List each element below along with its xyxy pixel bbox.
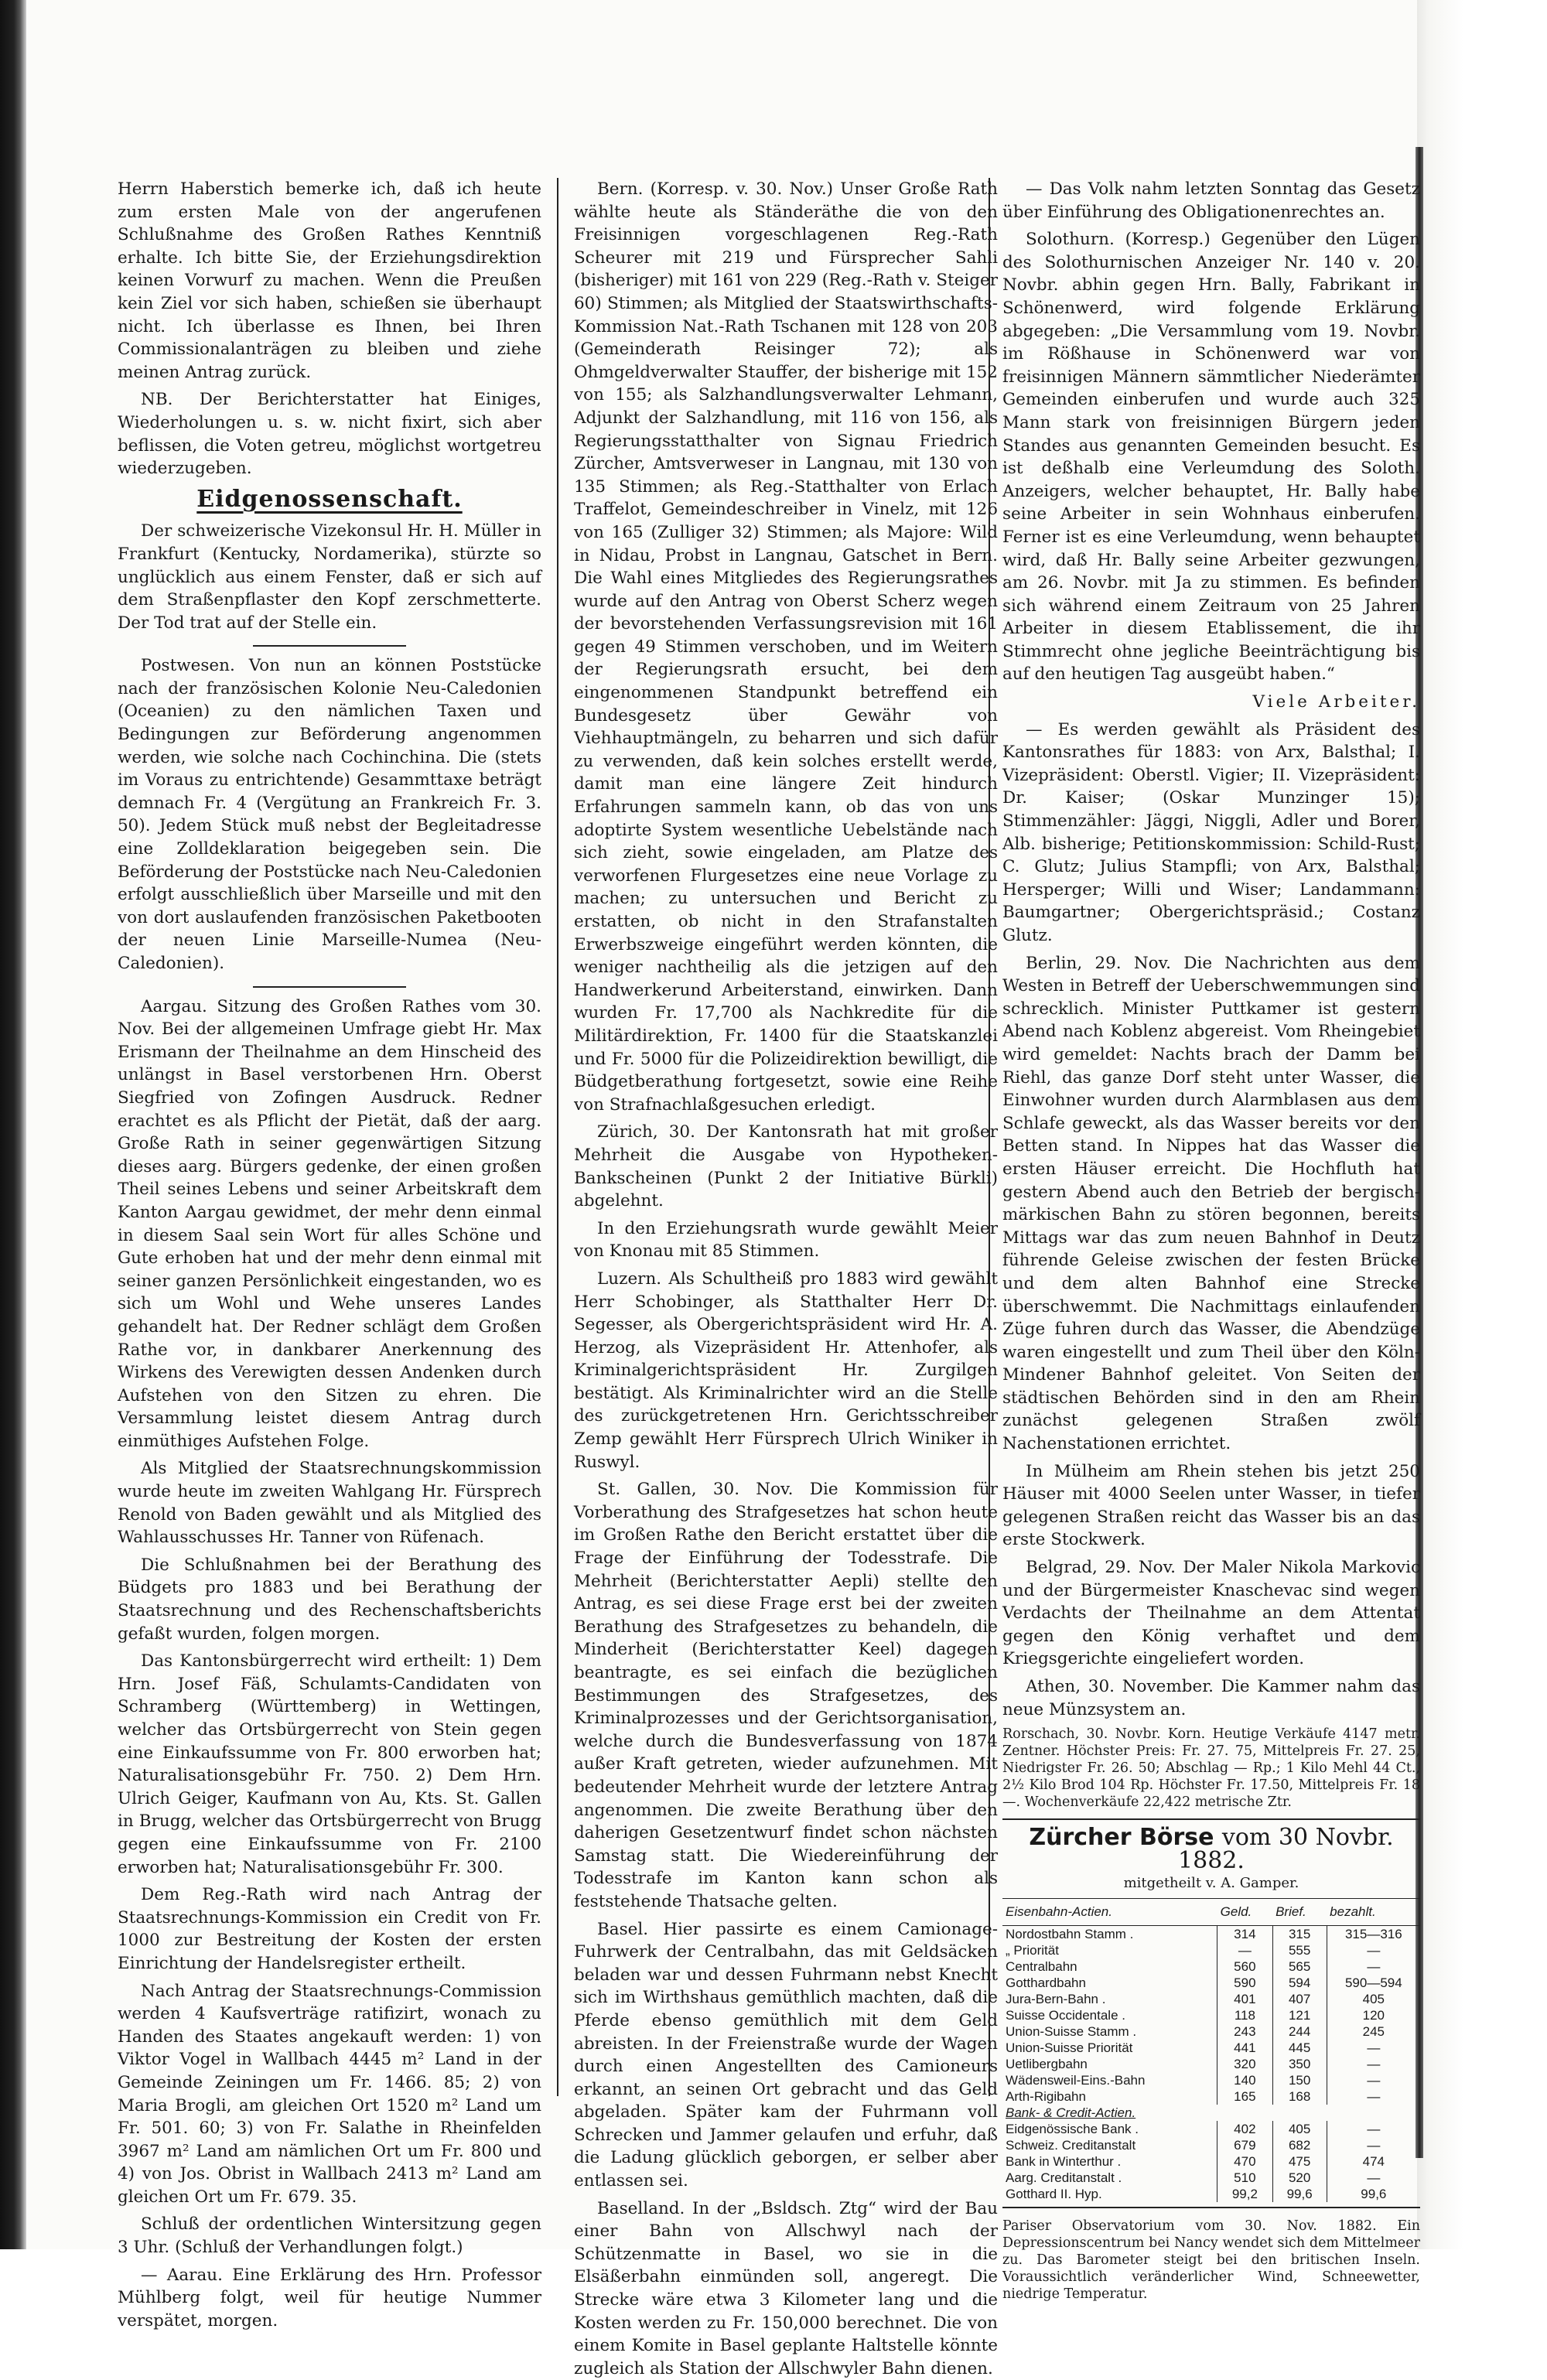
paragraph-st-gallen: St. Gallen, 30. Nov. Die Kommission für Vorberathung des Strafgesetzes hat schon heute im Großen Rathe den Bericht erstattet über die Frage der Einführung der Todesstrafe. Die Mehrheit (Berichterstatter Aepli) stellte den Antrag, es sei diese Frage erst bei der zweiten Berathung des Strafgesetzes zu behandeln, die Minderheit (Berichterstatter Keel) dagegen beantragte, es sei einfach die bezüglichen Bestimmungen des Strafgesetzes, des Kriminalprozesses und der Gerichtsorganisation, welche durch die Bundesverfassung von 1874 außer Kraft getreten, wieder aufzunehmen. Mit bedeutender Mehrheit wurde der letztere Antrag angenommen. Die zweite Berathung über den daherigen Gesetzentwurf findet schon nächsten Samstag statt. Die Wiedereinführung der Todesstrafe im Kanton kann schon als feststehende Thatsache gelten. (574, 1480, 998, 1911)
paragraph-mueller: Der schweizerische Vizekonsul Hr. H. Müller in Frankfurt (Kentucky, Nordamerika), stürzte so unglücklich aus einem Fenster, daß er sich auf dem Straßenpflaster den Kopf zerschmetterte. Der Tod trat auf der Stelle ein. (118, 521, 541, 633)
header-name: Eisenbahn-Actien. (1002, 1898, 1217, 1925)
cell-name: Uetlibergbahn (1006, 2056, 1088, 2071)
cell-bezahlt: 315—316 (1327, 1925, 1420, 1942)
cell-brief: 682 (1272, 2137, 1327, 2153)
cell-geld: 401 (1217, 1991, 1272, 2007)
paragraph-nb: NB. Der Berichterstatter hat Einiges, Wiederholungen u. s. w. nicht fixirt, sich aber beflissen, die Voten getreu, möglichst wortgetreu wiederzugeben. (118, 390, 541, 479)
table-row (1002, 1925, 1420, 1942)
group-label-bank: Bank- & Credit-Actien. (1006, 2105, 1136, 2120)
table-row (1002, 2153, 1420, 2170)
table-row (1002, 2040, 1420, 2056)
borse-title: Zürcher Börse (1029, 1824, 1214, 1852)
cell-brief: 565 (1272, 1958, 1327, 1975)
cell-bezahlt: — (1327, 2121, 1420, 2137)
cell-name: „ Priorität (1006, 1942, 1059, 1958)
stock-table (1002, 1898, 1420, 2202)
cell-brief: 150 (1272, 2072, 1327, 2088)
newspaper-page (34, 131, 1420, 2378)
cell-brief: 121 (1272, 2007, 1327, 2023)
cell-name: Eidgenössische Bank . (1006, 2121, 1139, 2136)
cell-geld: 470 (1217, 2153, 1272, 2170)
table-row (1002, 2137, 1420, 2153)
cell-name: Union-Suisse Stamm . (1006, 2023, 1137, 2039)
cell-brief: 405 (1272, 2121, 1327, 2137)
cell-bezahlt: — (1327, 2040, 1420, 2056)
header-bezahlt: bezahlt. (1327, 1898, 1420, 1925)
cell-geld: 402 (1217, 2121, 1272, 2137)
cell-brief: 99,6 (1272, 2186, 1327, 2202)
cell-bezahlt: — (1327, 2088, 1420, 2105)
cell-bezahlt: 120 (1327, 2007, 1420, 2023)
cell-bezahlt: — (1327, 1958, 1420, 1975)
cell-geld: 118 (1217, 2007, 1272, 2023)
cell-bezahlt: 245 (1327, 2023, 1420, 2040)
stock-exchange-title (1002, 1826, 1420, 1872)
table-row (1002, 1991, 1420, 2007)
paragraph-mitglied: Als Mitglied der Staatsrechnungskommission wurde heute im zweiten Wahlgang Hr. Fürsprech Renold von Baden gewählt und als Mitglied des Wahlausschusses Hr. Tanner von Rüfenach. (118, 1459, 541, 1548)
cell-bezahlt: — (1327, 2072, 1420, 2088)
stock-table-header (1002, 1898, 1420, 1925)
paragraph-schlussnahmen: Die Schlußnahmen bei der Berathung des Büdgets pro 1883 und bei Berathung der Staatsrechnung und des Rechenschaftsberichts gefaßt wurden, folgen morgen. (118, 1555, 541, 1644)
paragraph-regrath: Dem Reg.-Rath wird nach Antrag der Staatsrechnungs-Kommission ein Credit von Fr. 1000 zur Bestreitung der Kosten der ersten Einrichtung der Handelsregister ertheilt. (118, 1885, 541, 1973)
weather-report: Pariser Observatorium vom 30. Nov. 1882. Ein Depressionscentrum bei Nancy wendet sich dem Mittelmeer zu. Das Barometer steigt bei den britischen Inseln. Voraussichtlich veränderlicher Wind, Schneewetter, niedrige Temperatur. (1002, 2218, 1420, 2302)
cell-brief: 594 (1272, 1975, 1327, 1991)
cell-name: Gotthardbahn (1006, 1975, 1086, 1990)
table-row (1002, 1942, 1420, 1958)
cell-name: Union-Suisse Priorität (1006, 2040, 1133, 2055)
cell-bezahlt: 474 (1327, 2153, 1420, 2170)
column-middle (574, 178, 998, 2378)
paragraph-bern: Bern. (Korresp. v. 30. Nov.) Unser Große Rath wählte heute als Ständeräthe die von den Freisinnigen vorgeschlagenen Reg.-Rath Scheurer mit 219 und Fürsprecher Sahli (bisheriger) mit 161 von 229 (Reg.-Rath v. Steiger 60) Stimmen; als Mitglied der Staatswirthschafts-Kommission Nat.-Rath Tschanen mit 128 von 203 (Gemeinderath Reisinger 72); als Ohmgeldverwalter Stauffer, der bisherige mit 152 von 155; als Salzhandlungsverwalter Lehmann, Adjunkt der Salzhandlung, mit 116 von 156, als Regierungsstatthalter von Signau Friedrich Zürcher, Amtsverweser in Langnau, mit 130 von 135 Stimmen; als Reg.-Statthalter von Erlach Traffelot, Gemeindeschreiber in Vinelz, mit 126 von 165 (Zulliger 32) Stimmen; als Majore: Wild in Nidau, Probst in Langnau, Gatschet in Bern. Die Wahl eines Mitgliedes des Regierungsrathes wurde auf den Antrag von Oberst Scherz wegen der bevorstehenden Verfassungsrevision mit 161 gegen 49 Stimmen verschoben, und im Weitern der Regierungsrath ersucht, bei dem eingenommenen Standpunkt betreffend ein Bundesgesetz über Gewähr von Viehhauptmängeln, zu beharren und sich dafür zu verwenden, daß kein solches erstellt werde, damit man eine längere Zeit hindurch Erfahrungen sammeln kann, ob das von uns adoptirte System wesentliche Uebelstände nach sich zieht, sowie eingeladen, am Platze des verworfenen Flurgesetzes eine neue Vorlage zu machen; zu untersuchen und Bericht zu erstatten, ob nicht in den Strafanstalten Erwerbszweige eingeführt werden könnten, die weniger nachtheilig als die jetzigen auf den Handwerkerund Arbeiterstand, einwirken. Dann wurden Fr. 17,700 als Nachkredite für die Militärdirektion, Fr. 1400 für die Staatskanzlei und Fr. 5000 für die Polizeidirektion bewilligt, die Büdgetberathung fortgesetzt, sowie eine Reihe von Strafnachlaßgesuchen erledigt. (574, 179, 998, 1115)
paragraph-zuerich: Zürich, 30. Der Kantonsrath hat mit großer Mehrheit die Ausgabe von Hypotheken-Bankscheinen (Punkt 2 der Initiative Bürkli) abgelehnt. (574, 1122, 998, 1211)
market-report-rorschach: Rorschach, 30. Novbr. Korn. Heutige Verkäufe 4147 metr. Zentner. Höchster Preis: Fr. 27. 75, Mittelpreis Fr. 27. 25, Niedrigster Fr. 26. 50; Abschlag — Rp.; 1 Kilo Mehl 44 Ct., 2½ Kilo Brod 104 Rp. Höchster Fr. 17.50, Mittelpreis Fr. 18 —. Wochenverkäufe 22,422 metrische Ztr. (1002, 1726, 1420, 1811)
paragraph-kantonsbuergerrecht: Das Kantonsbürgerrecht wird ertheilt: 1) Dem Hrn. Josef Fäß, Schulamts-Candidaten von Schramberg (Württemberg) in Wettingen, welcher das Ortsbürgerrecht von Stein gegen eine Einkaufssumme von Fr. 800 erworben hat; Naturalisationsgebühr Fr. 750. 2) Dem Hrn. Ulrich Geiger, Kaufmann von Au, Kts. St. Gallen in Brugg, welcher das Ortsbürgerrecht von Brugg gegen eine Einkaufssumme von Fr. 2100 erworben hat; Naturalisationsgebühr Fr. 300. (118, 1651, 541, 1877)
borse-source: mitgetheilt v. A. Gamper. (1123, 1875, 1299, 1892)
paragraph-luzern: Luzern. Als Schultheiß pro 1883 wird gewählt Herr Schobinger, als Statthalter Herr Dr. Segesser, als Obergerichtspräsident wird Hr. A. Herzog, als Vizepräsident Hr. Attenhofer, als Kriminalgerichtspräsident Hr. Zurgilgen bestätigt. Als Kriminalrichter wird an die Stelle des zurückgetretenen Hrn. Gerichtsschreiber Zemp gewählt Herr Fürsprech Ulrich Winiker in Ruswyl. (574, 1269, 998, 1472)
table-row (1002, 2088, 1420, 2105)
paragraph-berlin: Berlin, 29. Nov. Die Nachrichten aus dem Westen in Betreff der Ueberschwemmungen sind schrecklich. Minister Puttkamer ist gestern Abend nach Koblenz abgereist. Vom Rheingebiet wird gemeldet: Nachts brach der Damm bei Riehl, das ganze Dorf steht unter Wasser, die Einwohner wurden durch Alarmblasen aus dem Schlafe geweckt, als das Wasser bereits vor den Betten stand. In Nippes hat das Wasser die ersten Häuser erreicht. Die Hochfluth hat gestern Abend auch den Betrieb der bergisch-märkischen Bahn zu stören begonnen, bereits Mittags war das zum neuen Bahnhof in Deutz führende Geleise zwischen der festen Brücke und dem alten Bahnhof eine Strecke überschwemmt. Die Nachmittags einlaufenden Züge fuhren durch das Wasser, die Abendzüge waren eingestellt und zum Theil über den Köln-Mindener Bahnhof geleitet. Von Seiten der städtischen Behörden sind in den am Rhein zunächst gelegenen Straßen zwölf Nachenstationen errichtet. (1002, 953, 1420, 1454)
right-margin (1417, 0, 1547, 2249)
cell-geld: 165 (1217, 2088, 1272, 2105)
header-brief: Brief. (1272, 1898, 1327, 1925)
cell-bezahlt: 99,6 (1327, 2186, 1420, 2202)
paragraph-aargau: Aargau. Sitzung des Großen Rathes vom 30. Nov. Bei der allgemeinen Umfrage giebt Hr. Max Erismann der Theilnahme an dem Hinscheid des unlängst in Basel verstorbenen Hrn. Oberst Siegfried von Zofingen Ausdruck. Redner erachtet es als Pflicht der Pietät, daß der aarg. Große Rath in seiner gegenwärtigen Sitzung dieses aarg. Bürgers gedenke, der einen großen Theil seines Lebens und seiner Arbeitskraft dem Kanton Aargau gewidmet, der mehr denn einmal in diesem Saal sein Wort für alles Schöne und Gute erhoben hat und der mehr denn einmal mit seiner ganzen Persönlichkeit eingestanden, wo es sich um Wohl und Wehe unseres Landes gehandelt hat. Der Redner schlägt dem Großen Rathe vor, in dankbarer Anerkennung des Wirkens des Verewigten dessen Andenken durch Aufstehen von den Sitzen zu ehren. Die Versammlung leistet diesem Antrag durch einmüthiges Aufstehen Folge. (118, 996, 541, 1451)
cell-bezahlt: — (1327, 2056, 1420, 2072)
cell-geld: 560 (1217, 1958, 1272, 1975)
cell-brief: 244 (1272, 2023, 1327, 2040)
cell-geld: — (1217, 1942, 1272, 1958)
cell-name: Wädensweil-Eins.-Bahn (1006, 2072, 1146, 2088)
cell-bezahlt: — (1327, 1942, 1420, 1958)
column-right (1002, 178, 1420, 2302)
cell-brief: 350 (1272, 2056, 1327, 2072)
signature-viele-arbeiter: Viele Arbeiter. (1252, 692, 1420, 712)
column-divider (557, 178, 558, 2096)
paragraph-aarau: — Aarau. Eine Erklärung des Hrn. Professor Mühlberg folgt, weil für heutige Nummer verspätet, morgen. (118, 2265, 541, 2330)
paragraph-zuerich-erziehungsrath: In den Erziehungsrath wurde gewählt Meier von Knonau mit 85 Stimmen. (574, 1218, 998, 1262)
cell-geld: 510 (1217, 2170, 1272, 2186)
cell-brief: 475 (1272, 2153, 1327, 2170)
cell-brief: 555 (1272, 1942, 1327, 1958)
table-row (1002, 2186, 1420, 2202)
table-group-row (1002, 2105, 1420, 2121)
cell-brief: 407 (1272, 1991, 1327, 2007)
cell-geld: 590 (1217, 1975, 1272, 1991)
paragraph-muelheim: In Mülheim am Rhein stehen bis jetzt 250 Häuser mit 4000 Seelen unter Wasser, in tiefer gelegenen Straßen reicht das Wasser bis an das erste Stockwerk. (1002, 1461, 1420, 1550)
cell-bezahlt: — (1327, 2170, 1420, 2186)
paragraph-kantonsrath-wahlen: — Es werden gewählt als Präsident des Kantonsrathes für 1883: von Arx, Balsthal; I. Vizepräsident: Oberstl. Vigier; II. Vizepräsident: Dr. Kaiser; (Oskar Munzinger 15); Stimmenzähler: Jäggi, Niggli, Adler und Borer, Alb. bisherige; Petitionskommission: Schild-Rust; C. Glutz; Julius Stampfli; von Arx, Balsthal; Hersperger; Willi und Wiser; Landammann: Baumgartner; Obergerichtspräsid.; Costanz Glutz. (1002, 719, 1420, 945)
cell-brief: 168 (1272, 2088, 1327, 2105)
column-left (118, 178, 541, 2330)
table-row (1002, 2056, 1420, 2072)
cell-name: Bank in Winterthur . (1006, 2153, 1122, 2169)
cell-brief: 520 (1272, 2170, 1327, 2186)
cell-bezahlt: 405 (1327, 1991, 1420, 2007)
stock-table-rail (1002, 1925, 1420, 2105)
paragraph-basel: Basel. Hier passirte es einem Camionage-Fuhrwerk der Centralbahn, das mit Geldsäcken beladen war und dessen Fuhrmann nebst Knecht sich im Wirthshaus gemüthlich machten, daß die Pferde ebenso gemüthlich mit dem Geld abreisten. In der Freienstraße wurde der Wagen durch einen Angestellten des Camioneurs erkannt, an seinen Ort gebracht und das Geld abgeladen. Später kam der Fuhrmann voll Schrecken und Jammer gelaufen und erfuhr, daß die Ladung glücklich geborgen, er selber aber entlassen sei. (574, 1919, 998, 2191)
separator (253, 986, 405, 988)
cell-geld: 320 (1217, 2056, 1272, 2072)
cell-geld: 99,2 (1217, 2186, 1272, 2202)
paragraph-baselland: Baselland. In der „Bsldsch. Ztg“ wird der Bau einer Bahn von Allschwyl nach der Schützenmatte in Basel, wo sie in die Elsäßerbahn einmünden soll, angeregt. Die Strecke wäre etwa 3 Kilometer lang und die Kosten werden zu Fr. 150,000 berechnet. Die von einem Komite in Basel geplante Haltstelle könnte zugleich als Station der Allschwyler Bahn dienen. (574, 2198, 998, 2378)
section-title-eidgenossenschaft: Eidgenossenschaft. (196, 485, 463, 513)
cell-name: Nordostbahn Stamm . (1006, 1926, 1134, 1941)
cell-name: Aarg. Creditanstalt . (1006, 2170, 1122, 2185)
cell-geld: 679 (1217, 2137, 1272, 2153)
header-geld: Geld. (1217, 1898, 1272, 1925)
stock-table-bank (1002, 2121, 1420, 2202)
cell-geld: 243 (1217, 2023, 1272, 2040)
paragraph-haberstich: Herrn Haberstich bemerke ich, daß ich heute zum ersten Male von der angerufenen Schlußnahme des Großen Rathes Kenntniß erhalte. Ich bitte Sie, der Erziehungsdirektion keinen Vorwurf zu machen. Wenn die Preußen kein Ziel vor sich haben, schießen sie überhaupt nicht. Ich überlasse es Ihnen, bei Ihren Commissionalanträgen zu bleiben und ziehe meinen Antrag zurück. (118, 179, 541, 382)
table-row (1002, 2170, 1420, 2186)
cell-brief: 445 (1272, 2040, 1327, 2056)
cell-name: Schweiz. Creditanstalt (1006, 2137, 1136, 2153)
stock-exchange-box (1002, 1818, 1420, 2208)
paragraph-postwesen: Postwesen. Von nun an können Poststücke nach der französischen Kolonie Neu-Caledonien (Oceanien) zu den nämlichen Taxen und Bedingungen zur Beförderung angenommen werden, wie solche nach Cochinchina. Die (stets im Voraus zu entrichtende) Gesammttaxe beträgt demnach Fr. 4 (Vergütung an Frankreich Fr. 3. 50). Jedem Stück muß nebst der Begleitadresse eine Zolldeklaration beigegeben sein. Die Beförderung der Poststücke nach Neu-Caledonien erfolgt ausschließlich über Marseille und mit den von dort auslaufenden französischen Paketbooten der neuen Linie Marseille-Numea (Neu-Caledonien). (118, 656, 541, 973)
cell-name: Suisse Occidentale . (1006, 2007, 1125, 2023)
table-row (1002, 2121, 1420, 2137)
cell-bezahlt: 590—594 (1327, 1975, 1420, 1991)
cell-geld: 441 (1217, 2040, 1272, 2056)
table-row (1002, 2007, 1420, 2023)
cell-bezahlt: — (1327, 2137, 1420, 2153)
cell-name: Jura-Bern-Bahn . (1006, 1991, 1106, 2006)
table-row (1002, 1975, 1420, 1991)
paragraph-belgrad: Belgrad, 29. Nov. Der Maler Nikola Markovic und der Bürgermeister Knaschevac sind wegen Verdachts der Theilnahme an dem Attentat gegen den König verhaftet und dem Kriegsgerichte eingeliefert worden. (1002, 1558, 1420, 1669)
cell-name: Arth-Rigibahn (1006, 2088, 1086, 2104)
table-row (1002, 2023, 1420, 2040)
paragraph-athen: Athen, 30. November. Die Kammer nahm das neue Münzsystem an. (1002, 1677, 1420, 1719)
table-row (1002, 1958, 1420, 1975)
paragraph-volk: — Das Volk nahm letzten Sonntag das Gesetz über Einführung des Obligationenrechtes an. (1002, 179, 1420, 222)
paragraph-wintersitzung: Schluß der ordentlichen Wintersitzung gegen 3 Uhr. (Schluß der Verhandlungen folgt.) (118, 2214, 541, 2258)
cell-geld: 140 (1217, 2072, 1272, 2088)
borse-date: vom 30 Novbr. 1882. (1178, 1824, 1394, 1874)
separator (253, 645, 405, 647)
left-page-edge (0, 0, 26, 2249)
cell-geld: 314 (1217, 1925, 1272, 1942)
cell-name: Gotthard II. Hyp. (1006, 2186, 1102, 2201)
table-row (1002, 2072, 1420, 2088)
cell-brief: 315 (1272, 1925, 1327, 1942)
paragraph-solothurn: Solothurn. (Korresp.) Gegenüber den Lügen des Solothurnischen Anzeiger Nr. 140 v. 20. Novbr. abhin gegen Hrn. Bally, Fabrikant in Schönenwerd, wird folgende Erklärung abgegeben: „Die Versammlung vom 19. Novbr. im Rößhause in Schönenwerd war von freisinnigen Männern sämmtlicher Niederämter Gemeinden einberufen und wurde auch 325 Mann stark von freisinnigen Bürgern jeden Standes aus genannten Gemeinden besucht. Es ist deßhalb eine Verleumdung des Soloth. Anzeigers, welcher behauptet, Hr. Bally habe seine Arbeiter in sein Wohnhaus einberufen. Ferner ist es eine Verleumdung, wenn behauptet wird, daß Hr. Bally seine Arbeiter gezwungen, am 26. Novbr. mit Ja zu stimmen. Es befinden sich während einem Zeitraum von 25 Jahren Arbeiter in diesem Etablissement, die ihr Stimmrecht ohne jegliche Beeinträchtigung bis auf den heutigen Tag ausgeübt haben.“ (1002, 230, 1420, 685)
cell-name: Centralbahn (1006, 1958, 1077, 1974)
stock-table-group (1002, 2105, 1420, 2121)
paragraph-kaufvertraege: Nach Antrag der Staatsrechnungs-Commission werden 4 Kaufsverträge ratifizirt, wonach zu Handen des Staates angekauft werden: 1) von Viktor Vogel in Wallbach 4445 m² Land in der Gemeinde Zeiningen um Fr. 1466. 85; 2) von Maria Brogli, am gleichen Ort 1520 m² Land um Fr. 501. 60; 3) von Fr. Salathe in Rheinfelden 3967 m² Land am nämlichen Ort um Fr. 800 und 4) von Jos. Obrist in Wallbach 2413 m² Land am gleichen Ort um Fr. 679. 35. (118, 1981, 541, 2207)
